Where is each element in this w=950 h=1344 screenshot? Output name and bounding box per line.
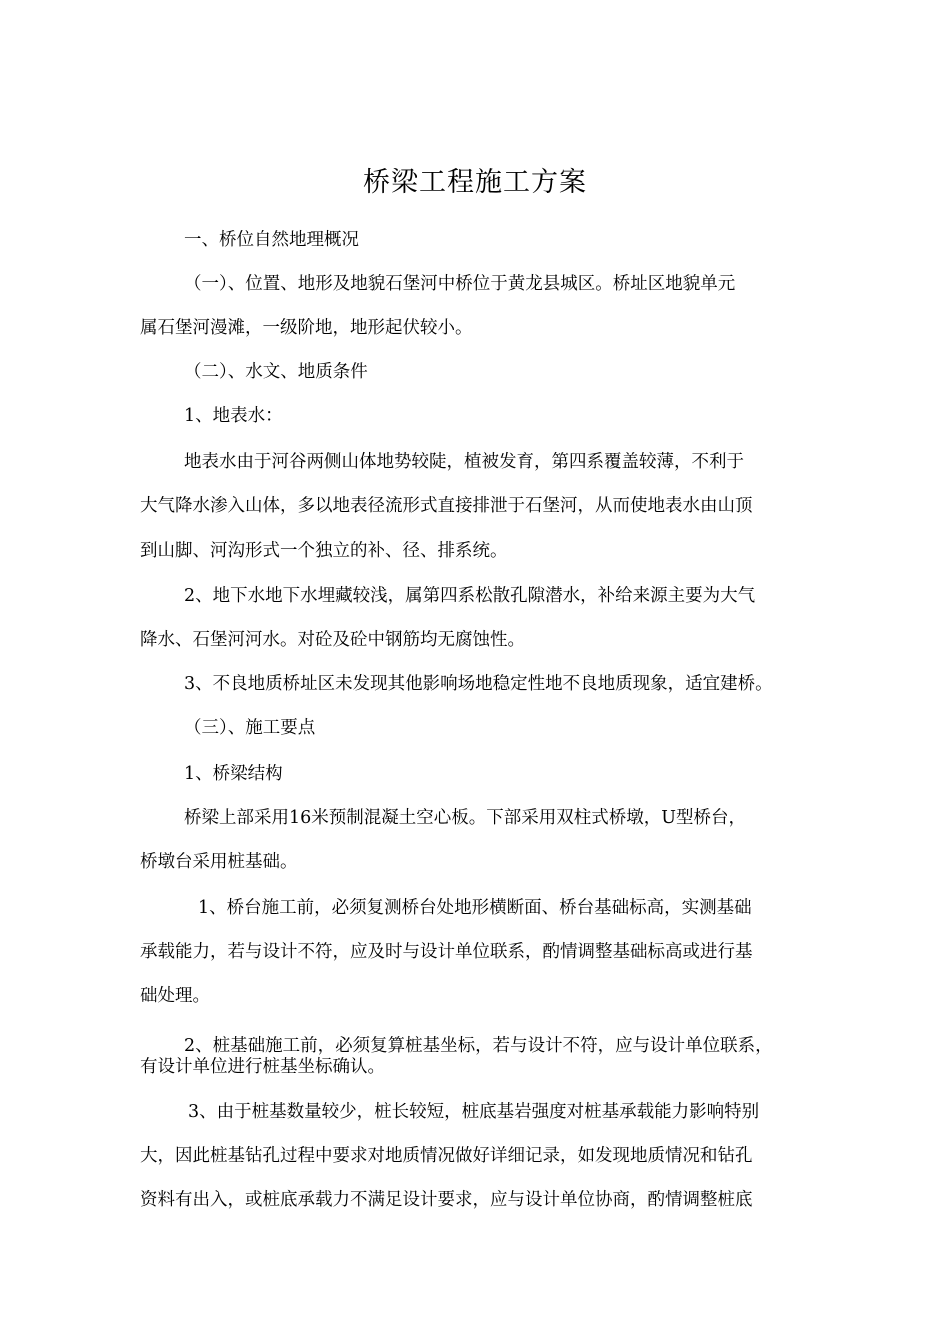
paragraph-line: 有设计单位进行桩基坐标确认。: [140, 1057, 385, 1077]
document-title: 桥梁工程施工方案: [363, 167, 587, 198]
paragraph-line: 大，因此桩基钻孔过程中要求对地质情况做好详细记录，如发现地质情况和钻孔: [140, 1146, 753, 1166]
paragraph-line: 到山脚、河沟形式一个独立的补、径、排系统。: [140, 541, 508, 561]
paragraph-line: 2、桩基础施工前，必须复算桩基坐标，若与设计不符，应与设计单位联系，: [184, 1036, 773, 1056]
paragraph-line: 桥梁上部采用16米预制混凝土空心板。下部采用双柱式桥墩，U型桥台，: [184, 808, 747, 828]
paragraph-line: 地表水由于河谷两侧山体地势较陡，植被发育，第四系覆盖较薄，不利于: [184, 452, 744, 472]
paragraph-line: （一）、位置、地形及地貌石堡河中桥位于黄龙县城区。桥址区地貌单元: [184, 274, 736, 294]
subsection-heading: 1、地表水：: [184, 406, 283, 426]
subsection-heading: 1、桥梁结构: [184, 764, 283, 784]
paragraph-line: 2、地下水地下水埋藏较浅，属第四系松散孔隙潜水，补给来源主要为大气: [184, 586, 756, 606]
paragraph-line: 降水、石堡河河水。对砼及砼中钢筋均无腐蚀性。: [140, 630, 525, 650]
section-heading: 一、桥位自然地理概况: [184, 230, 359, 250]
paragraph-line: 3、不良地质桥址区未发现其他影响场地稳定性地不良地质现象，适宜建桥。: [184, 674, 773, 694]
paragraph-line: 承载能力，若与设计不符，应及时与设计单位联系，酌情调整基础标高或进行基: [140, 942, 753, 962]
paragraph-line: 1、桥台施工前，必须复测桥台处地形横断面、桥台基础标高，实测基础: [198, 898, 752, 918]
paragraph-line: 属石堡河漫滩，一级阶地，地形起伏较小。: [140, 318, 473, 338]
paragraph-line: 资料有出入，或桩底承载力不满足设计要求，应与设计单位协商，酌情调整桩底: [140, 1190, 753, 1210]
paragraph-line: 大气降水渗入山体，多以地表径流形式直接排泄于石堡河，从而使地表水由山顶: [140, 496, 753, 516]
section-heading: （三）、施工要点: [184, 718, 316, 738]
paragraph-line: 桥墩台采用桩基础。: [140, 852, 298, 872]
paragraph-line: 3、由于桩基数量较少，桩长较短，桩底基岩强度对桩基承载能力影响特别: [188, 1102, 760, 1122]
paragraph-line: 础处理。: [140, 986, 210, 1006]
section-heading: （二）、水文、地质条件: [184, 362, 368, 382]
